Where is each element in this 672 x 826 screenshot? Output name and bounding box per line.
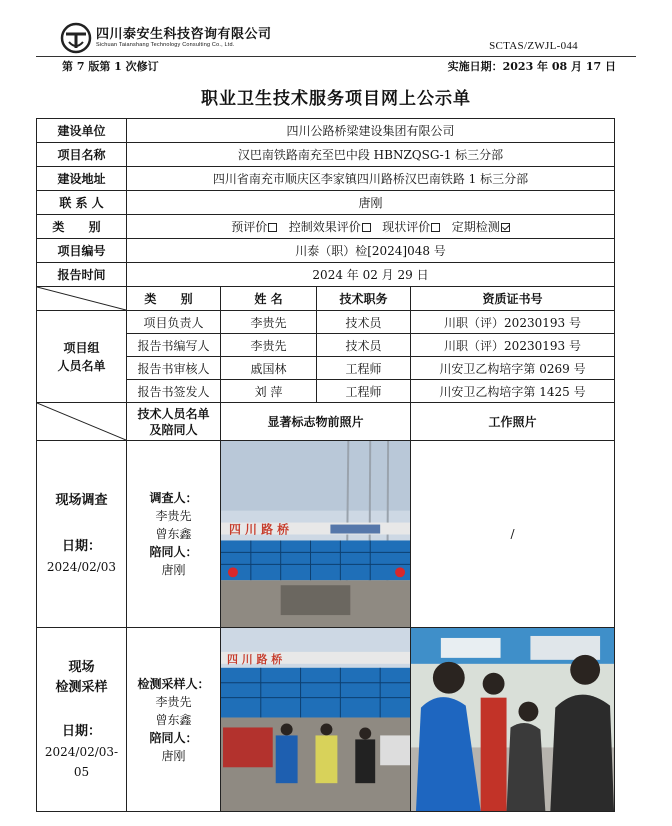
svg-text:四 川 路 桥: 四 川 路 桥	[226, 652, 283, 666]
team-title: 技术员	[317, 311, 411, 334]
survey-staff-cell	[127, 441, 221, 628]
category-option-periodic: 定期检测	[452, 220, 510, 234]
team-section-label: 项目组 人员名单	[37, 311, 127, 403]
diagonal-cell	[37, 403, 127, 441]
team-cert: 川安卫乙构培字第 1425 号	[411, 380, 615, 403]
checkbox-pre[interactable]	[268, 223, 277, 232]
landmark-photo-image	[221, 441, 410, 627]
sampling-label-cell	[37, 628, 127, 812]
page-title: 职业卫生技术服务项目网上公示单	[201, 89, 471, 109]
sampling-staff-cell	[127, 628, 221, 812]
team-role: 报告书审核人	[127, 357, 221, 380]
header-divider	[36, 56, 636, 57]
team-name: 李贵先	[221, 334, 317, 357]
team-role: 报告书编写人	[127, 334, 221, 357]
team-header-title: 技术职务	[317, 287, 411, 311]
row-report-time	[37, 263, 615, 287]
project-name-value: 汉巴南铁路南充至巴中段 HBNZQSG-1 标三分部	[127, 143, 615, 167]
survey-date: 2024/02/03	[46, 560, 117, 574]
team-cert: 川职（评）20230193 号	[411, 334, 615, 357]
landmark-group-photo-image	[221, 628, 410, 811]
sampling-date-label: 日期：	[61, 723, 101, 739]
address-value: 四川省南充市顺庆区李家镇四川路桥汉巴南铁路 1 标三分部	[127, 167, 615, 191]
companion-label: 陪同人：	[149, 545, 198, 559]
survey-work-photo-empty: /	[411, 441, 615, 628]
photos-header-staff: 技术人员名单 及陪同人	[127, 403, 221, 441]
row-project-name	[37, 143, 615, 167]
survey-row	[37, 441, 615, 628]
photos-header-work: 工作照片	[411, 403, 615, 441]
team-name: 刘 萍	[221, 380, 317, 403]
photos-header-row	[37, 403, 615, 441]
survey-label-cell	[37, 441, 127, 628]
company-name-cn: 四川泰安生科技咨询有限公司	[96, 26, 272, 42]
category-label: 类 别	[37, 215, 127, 239]
row-construction-unit	[37, 119, 615, 143]
team-title: 工程师	[317, 380, 411, 403]
sampler-label: 检测采样人：	[137, 676, 210, 691]
companion-label: 陪同人：	[149, 730, 198, 745]
project-name-label: 项目名称	[37, 143, 127, 167]
contact-value: 唐刚	[127, 191, 615, 215]
companion-name: 唐刚	[161, 748, 186, 763]
work-photo-image	[411, 628, 614, 811]
category-option-control: 控制效果评价	[289, 220, 371, 234]
implement-date: 实施日期：2023 年 08 月 17 日	[447, 60, 616, 73]
company-logo	[60, 22, 272, 54]
team-header-row	[37, 287, 615, 311]
team-header-name: 姓 名	[221, 287, 317, 311]
row-address	[37, 167, 615, 191]
companion-name: 唐刚	[161, 563, 186, 577]
checkbox-periodic-checked[interactable]	[501, 223, 510, 232]
row-project-no	[37, 239, 615, 263]
report-time-value: 2024 年 02 月 29 日	[127, 263, 615, 287]
construction-unit-label: 建设单位	[37, 119, 127, 143]
construction-unit-value: 四川公路桥梁建设集团有限公司	[127, 119, 615, 143]
team-role: 项目负责人	[127, 311, 221, 334]
project-no-value: 川泰（职）检[2024]048 号	[127, 239, 615, 263]
team-row	[37, 311, 615, 334]
category-option-pre: 预评价	[231, 220, 277, 234]
team-cert: 川安卫乙构培字第 0269 号	[411, 357, 615, 380]
address-label: 建设地址	[37, 167, 127, 191]
publicity-table	[36, 118, 615, 812]
sampling-landmark-photo	[221, 628, 411, 812]
investigator-name: 李贵先	[155, 509, 192, 523]
photos-header-landmark: 显著标志物前照片	[221, 403, 411, 441]
company-logo-icon	[60, 22, 92, 54]
report-time-label: 报告时间	[37, 263, 127, 287]
project-no-label: 项目编号	[37, 239, 127, 263]
team-header-category: 类 别	[127, 287, 221, 311]
category-options	[127, 215, 615, 239]
sampler-name: 曾东鑫	[155, 712, 192, 727]
team-name: 李贵先	[221, 311, 317, 334]
team-title: 工程师	[317, 357, 411, 380]
team-header-cert: 资质证书号	[411, 287, 615, 311]
contact-label: 联 系 人	[37, 191, 127, 215]
checkbox-control[interactable]	[362, 223, 371, 232]
page-header	[0, 0, 672, 80]
sampling-date: 2024/02/03-05	[44, 744, 119, 779]
sampling-label: 现场 检测采样	[55, 659, 108, 695]
survey-label: 现场调查	[55, 493, 108, 508]
checkbox-status[interactable]	[431, 223, 440, 232]
row-category	[37, 215, 615, 239]
team-title: 技术员	[317, 334, 411, 357]
category-option-status: 现状评价	[382, 220, 440, 234]
survey-date-label: 日期：	[61, 539, 101, 554]
document-code: SCTAS/ZWJL-044	[489, 40, 578, 52]
row-contact	[37, 191, 615, 215]
survey-landmark-photo	[221, 441, 411, 628]
team-role: 报告书签发人	[127, 380, 221, 403]
investigator-label: 调查人：	[149, 491, 198, 505]
investigator-name: 曾东鑫	[155, 527, 192, 541]
sampler-name: 李贵先	[155, 694, 192, 709]
version-text: 第 7 版第 1 次修订	[62, 60, 159, 73]
company-name-en: Sichuan Taianshang Technology Consulting Co., Ltd.	[96, 41, 235, 48]
diagonal-cell	[37, 287, 127, 311]
sampling-row	[37, 628, 615, 812]
team-name: 戚国林	[221, 357, 317, 380]
sampling-work-photo	[411, 628, 615, 812]
svg-text:四 川 路 桥: 四 川 路 桥	[228, 522, 290, 537]
team-cert: 川职（评）20230193 号	[411, 311, 615, 334]
